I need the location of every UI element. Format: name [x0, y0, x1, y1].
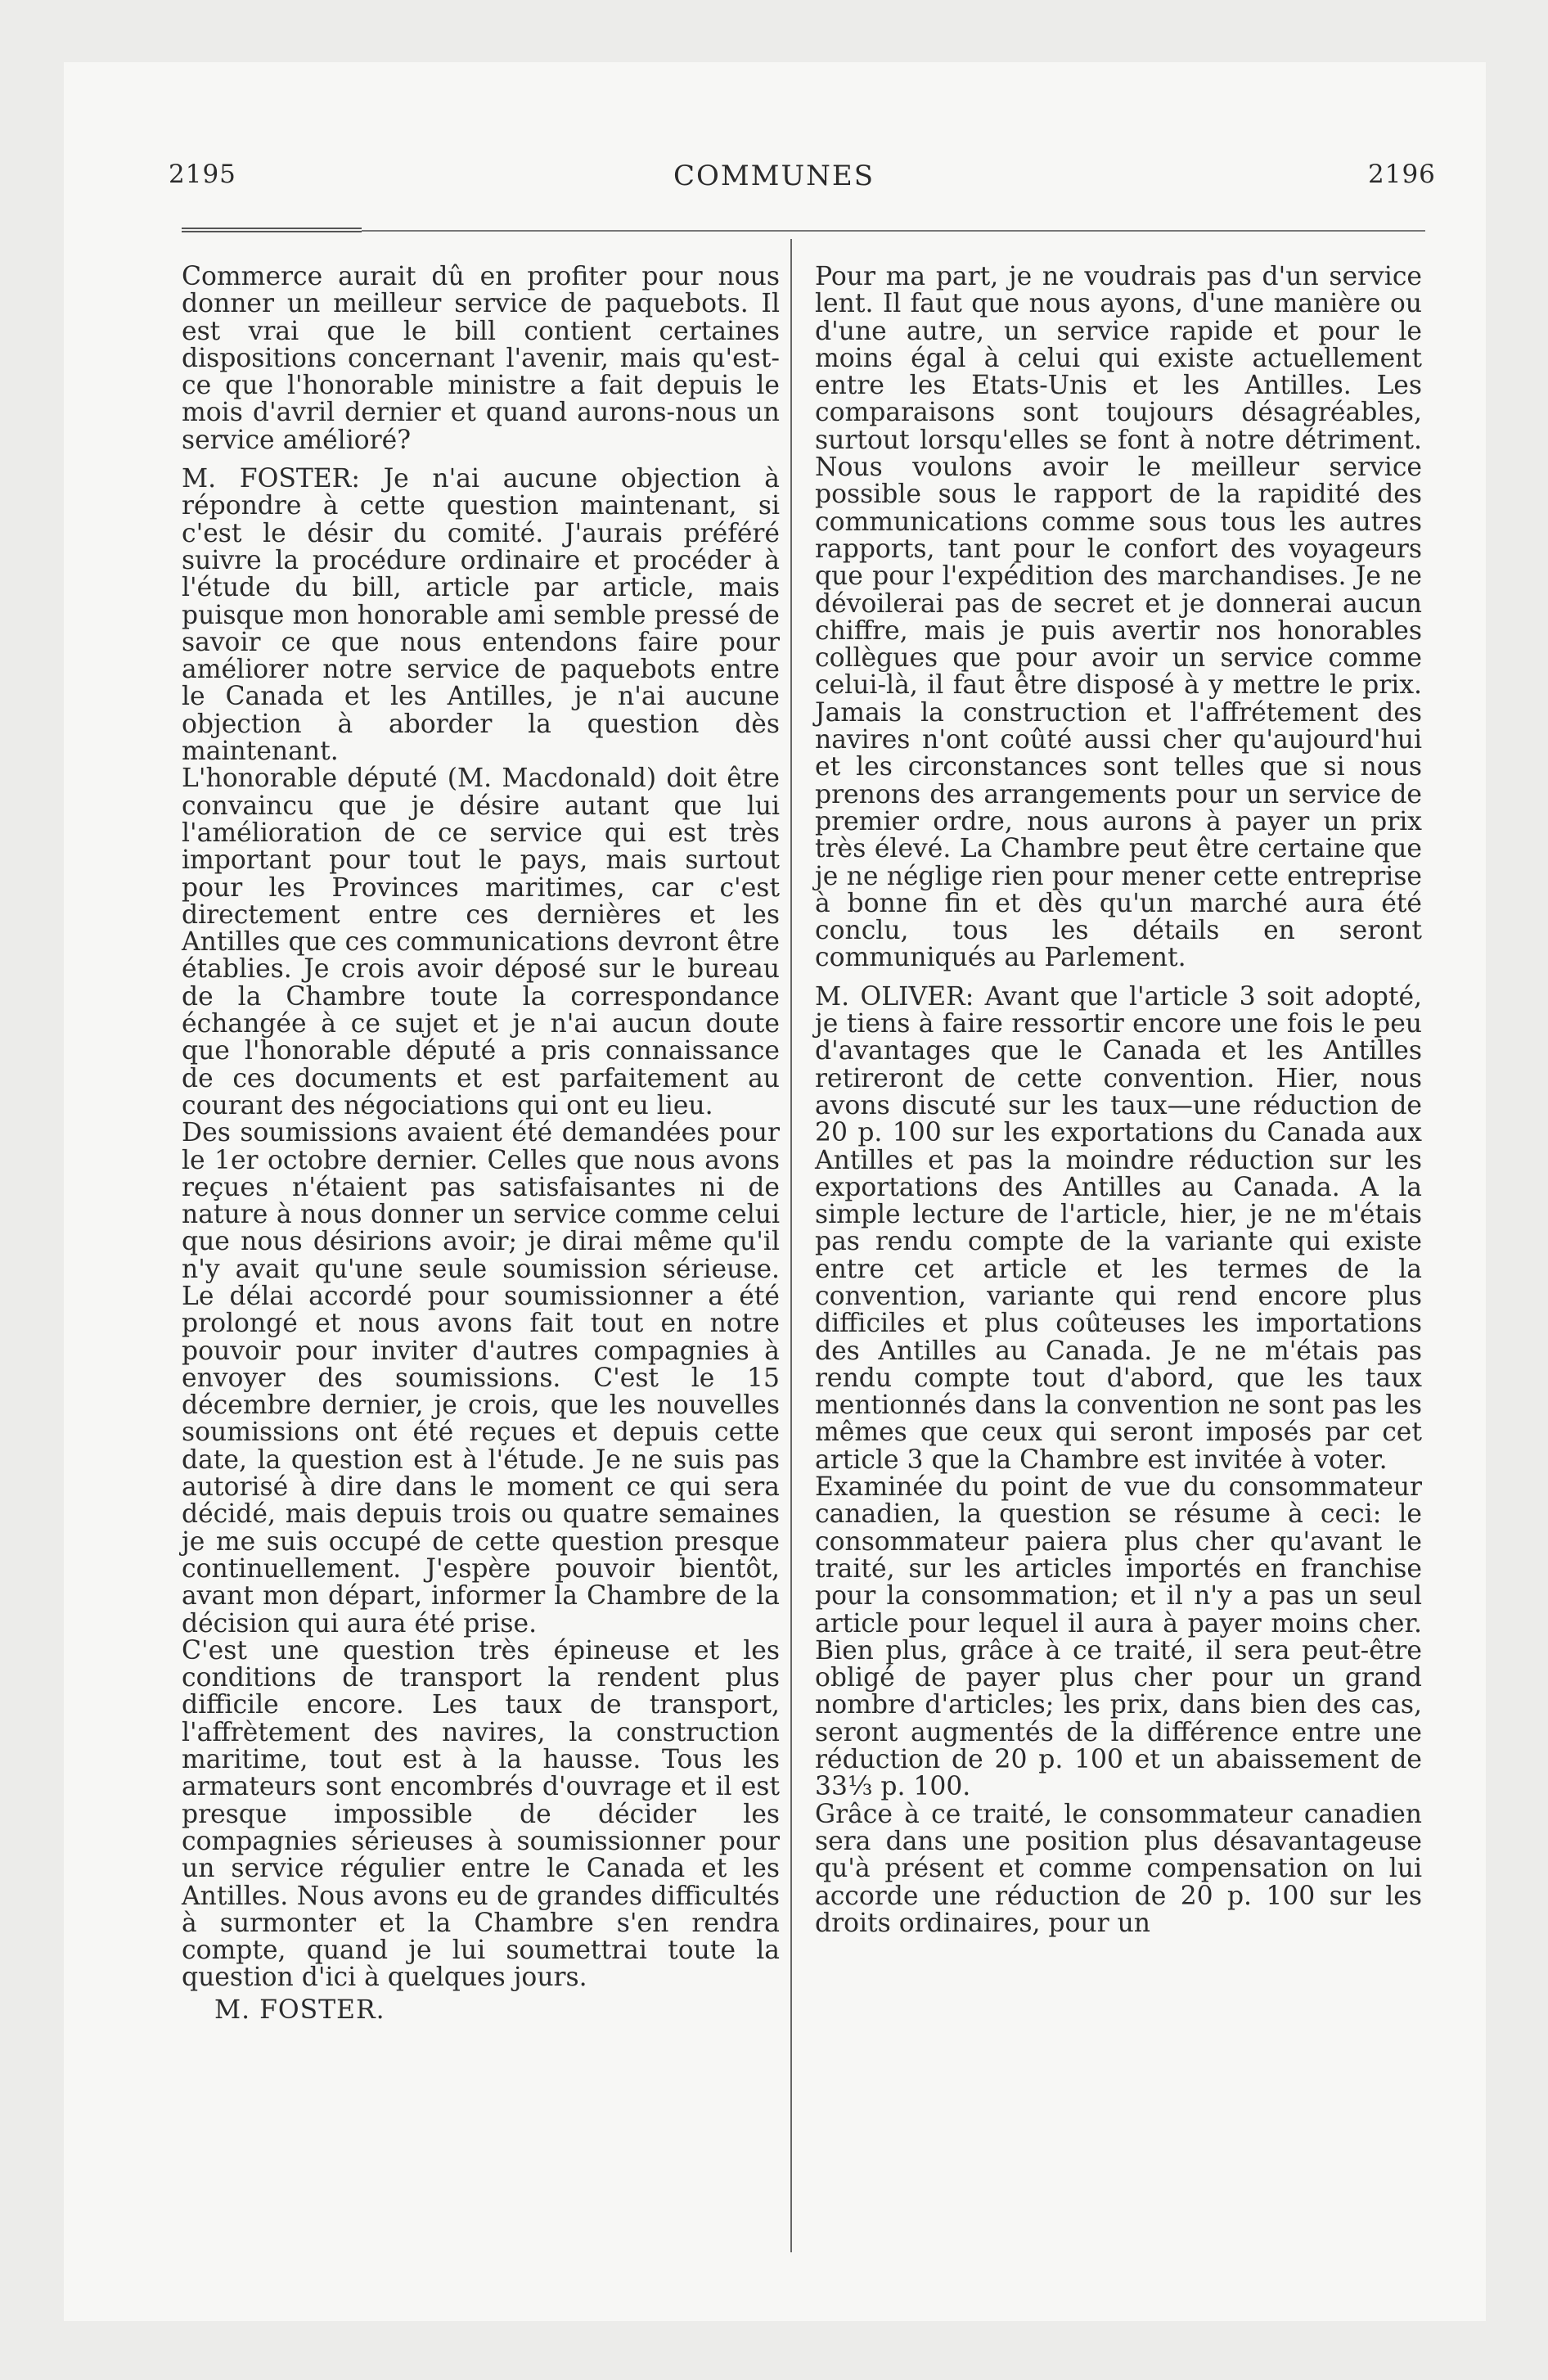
paragraph: L'honorable député (M. Macdonald) doit être convaincu que je désire autant que lui l'amélioration de ce service qui est très important pour tout le pays, mais surtout pour les Provinces maritimes, car c'est directement entre ces dernières et les Antilles que ces communications devront être établies. Je crois avoir déposé sur le bureau de la Chambre toute la correspondance échangée à ce sujet et je n'ai aucun doute que l'honorable député a pris connaissance de ces documents et est parfaitement au courant des négociations qui ont eu lieu. — [182, 764, 780, 1120]
paragraph: Commerce aurait dû en profiter pour nous donner un meilleur service de paquebots. Il est vrai que le bill contient certaines dispositions concernant l'avenir, mais qu'est-ce que l'honorable ministre a fait depuis le mois d'avril dernier et quand aurons-nous un service amélioré? — [182, 262, 780, 455]
left-page-number: 2195 — [169, 160, 236, 189]
right-column — [815, 264, 1422, 1937]
paragraph: Grâce à ce traité, le consommateur canadien sera dans une position plus désavantageuse qu'à présent et comme compensation on lui accorde une réduction de 20 p. 100 sur les droits ordinaires, pour un — [815, 1799, 1422, 1938]
paragraph: Examinée du point de vue du consommateur canadien, la question se résume à ceci: le consommateur paiera plus cher qu'avant le traité, sur les articles importés en franchise pour la consommation; et il n'y a pas un seul article pour lequel il aura à payer moins cher. Bien plus, grâce à ce traité, il sera peut-être obligé de payer plus cher pour un grand nombre d'articles; les prix, dans bien des cas, seront augmentés de la différence entre une réduction de 20 p. 100 et un abaissement de 33⅓ p. 100. — [815, 1472, 1422, 1802]
header-rule — [362, 230, 1425, 232]
speaker-signature: M. FOSTER. — [214, 1995, 385, 2025]
left-column — [182, 264, 780, 2024]
column-divider — [790, 239, 792, 2252]
paragraph: C'est une question très épineuse et les conditions de transport la rendent plus difficile encore. Les taux de transport, l'affrètement des navires, la construction maritime, tout est à la hausse. Tous les armateurs sont encombrés d'ouvrage et il est presque impossible de décider les compagnies sérieuses à soumissionner pour un service régulier entre le Canada et les Antilles. Nous avons eu de grandes difficultés à surmonter et la Chambre s'en rendra compte, quand je lui soumettrai toute la question d'ici à quelques jours. — [182, 1635, 780, 1993]
page-header-title: COMMUNES — [673, 160, 875, 192]
right-page-number: 2196 — [1368, 160, 1436, 189]
paragraph: Pour ma part, je ne voudrais pas d'un service lent. Il faut que nous ayons, d'une manière ou d'une autre, un service rapide et pour le moins égal à celui qui existe actuellement entre les Etats-Unis et les Antilles. Les comparaisons sont toujours désagréables, surtout lorsqu'elles se font à notre détriment. Nous voulons avoir le meilleur service possible sous le rapport de la rapidité des communications comme sous tous les autres rapports, tant pour le confort des voyageurs que pour l'expédition des marchandises. Je ne dévoilerai pas de secret et je donnerai aucun chiffre, mais je puis avertir nos honorables collègues que pour avoir un service comme celui-là, il faut être disposé à y mettre le prix. Jamais la construction et l'affrétement des navires n'ont coûté aussi cher qu'aujourd'hui et les circonstances sont telles que si nous prenons des arrangements pour un service de premier ordre, nous aurons à payer un prix très élevé. La Chambre peut être certaine que je ne néglige rien pour mener cette entreprise à bonne fin et dès qu'un marché aura été conclu, tous les détails en seront communiqués au Parlement. — [815, 262, 1422, 973]
paragraph-oliver: M. OLIVER: Avant que l'article 3 soit adopté, je tiens à faire ressortir encore une fois le peu d'avantages que le Canada et les Antilles retireront de cette convention. Hier, nous avons discuté sur les taux—une réduction de 20 p. 100 sur les exportations du Canada aux Antilles et pas la moindre réduction sur les exportations des Antilles au Canada. A la simple lecture de l'article, hier, je ne m'étais pas rendu compte de la variante qui existe entre cet article et les termes de la convention, variante qui rend encore plus difficiles et plus coûteuses les importations des Antilles au Canada. Je ne m'étais pas rendu compte tout d'abord, que les taux mentionnés dans la convention ne sont pas les mêmes que ceux qui seront imposés par cet article 3 que la Chambre est invitée à voter. — [815, 981, 1422, 1475]
header-rule-double — [182, 228, 362, 232]
paragraph-foster-reply: M. FOSTER: Je n'ai aucune objection à répondre à cette question maintenant, si c'est le désir du comité. J'aurais préféré suivre la procédure ordinaire et procéder à l'étude du bill, article par article, mais puisque mon honorable ami semble pressé de savoir ce que nous entendons faire pour améliorer notre service de paquebots entre le Canada et les Antilles, je n'ai aucune objection à aborder la question dès maintenant. — [182, 464, 780, 767]
paragraph: Des soumissions avaient été demandées pour le 1er octobre dernier. Celles que nous avons reçues n'étaient pas satisfaisantes ni de nature à nous donner un service comme celui que nous désirions avoir; je dirai même qu'il n'y avait qu'une seule soumission sérieuse. Le délai accordé pour soumissionner a été prolongé et nous avons fait tout en notre pouvoir pour inviter d'autres compagnies à envoyer des soumissions. C'est le 15 décembre dernier, je crois, que les nouvelles soumissions ont été reçues et depuis cette date, la question est à l'étude. Je ne suis pas autorisé à dire dans le moment ce qui sera décidé, mais depuis trois ou quatre semaines je me suis occupé de cette question presque continuellement. J'espère pouvoir bientôt, avant mon départ, informer la Chambre de la décision qui aura été prise. — [182, 1118, 780, 1639]
